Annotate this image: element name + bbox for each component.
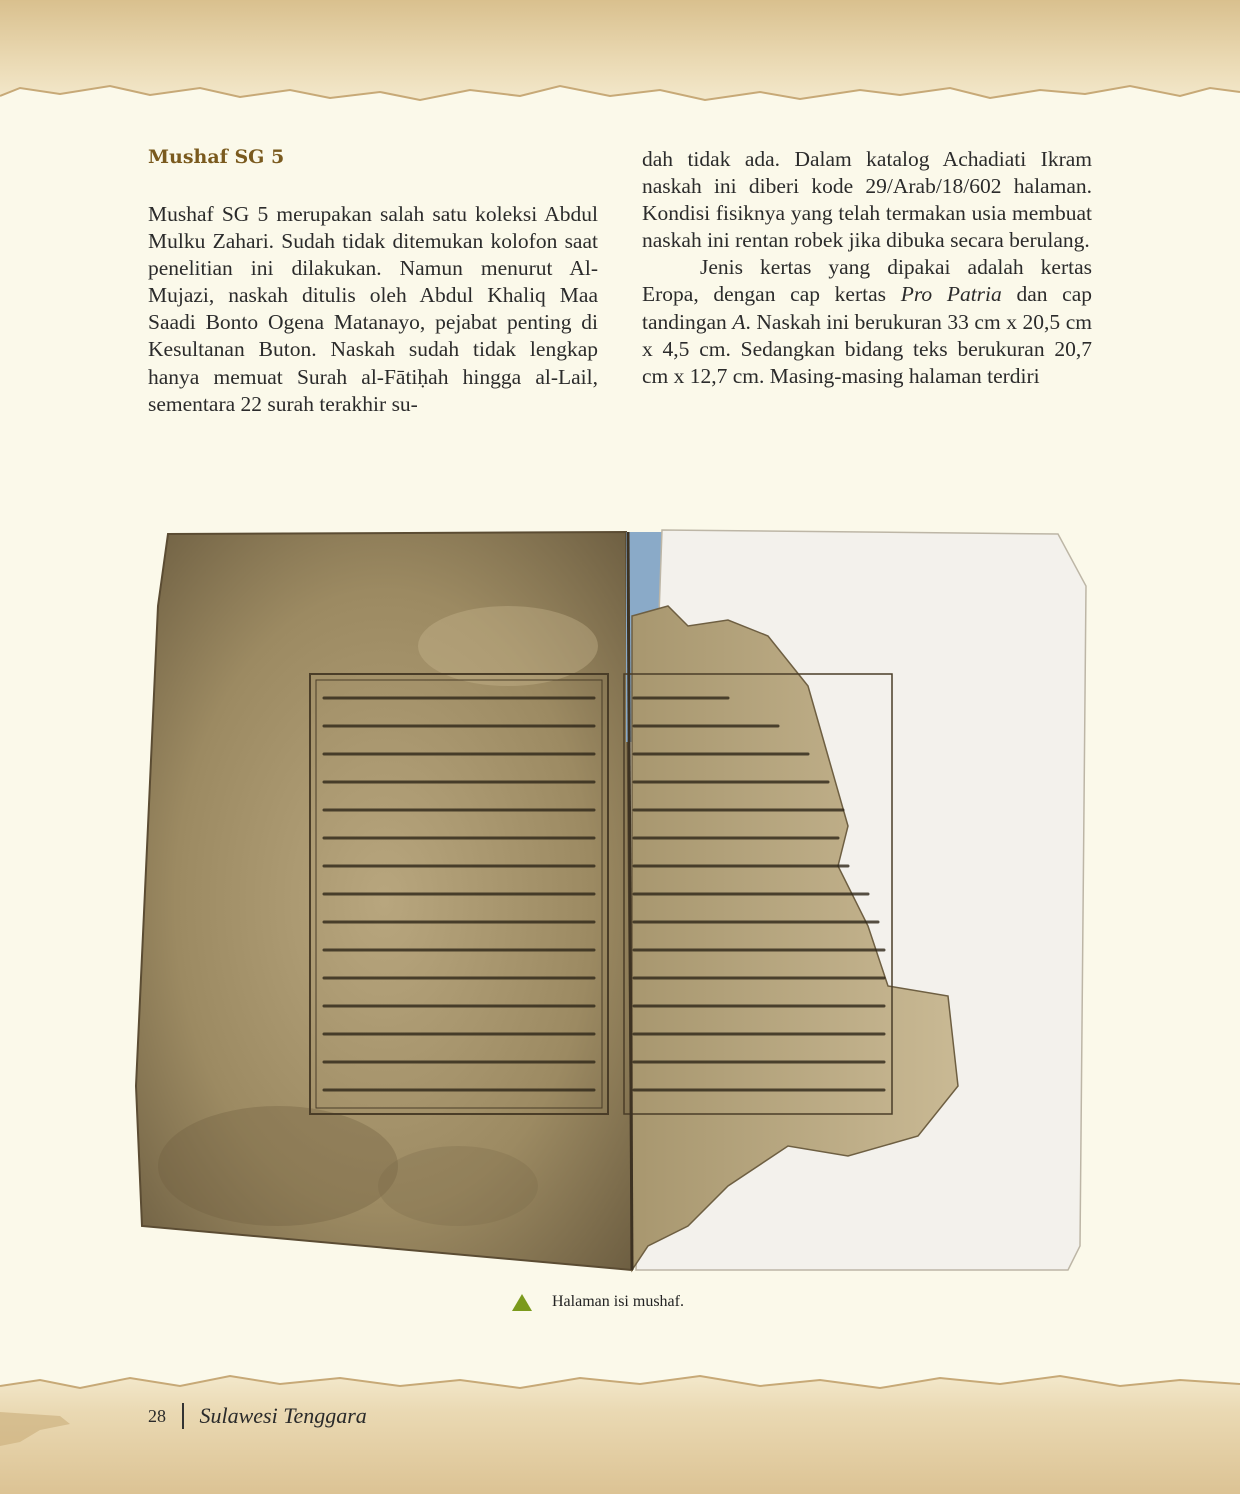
page-number: 28 [148,1405,166,1426]
right-column [642,146,1092,390]
footer-divider [182,1403,184,1429]
triangle-icon [512,1294,532,1311]
italic-term: A [732,309,746,334]
text-run: dan cap tandingan [642,282,1092,334]
torn-paper-header [0,0,1240,112]
paragraph-right-2 [642,254,1092,389]
paragraph-left: Mushaf SG 5 merupakan salah satu koleksi Abdul Mulku Zahari. Sudah tidak ditemukan kolofon saat penelitian ini dilakukan. Namun menurut Al-Mujazi, naskah ditulis oleh Abdul Khaliq Maa Saadi Bonto Ogena Matanayo, pejabat penting di Kesultanan Buton. Naskah sudah tidak lengkap hanya memuat Surah al-Fātiḥah hingga al-Lail, sementara 22 surah terakhir su- [148,202,598,416]
caption-text: Halaman isi mushaf. [552,1293,684,1310]
italic-term: Pro Patria [900,282,1002,307]
left-column [148,201,598,418]
book-title: Sulawesi Tenggara [199,1403,367,1428]
figure-caption [512,1293,684,1311]
text-run: Jenis kertas yang dipakai adalah kertas Eropa, dengan cap kertas [642,255,1092,307]
text-run: . Naskah ini berukuran 33 cm x 20,5 cm x 4,5 cm. Sedangkan bidang teks berukuran 20,7 cm x 12,7 cm. Masing-masing halaman terdiri [642,309,1092,388]
paragraph-right-1: dah tidak ada. Dalam katalog Achadiati Ikram naskah ini diberi kode 29/Arab/18/602 halaman. Kondisi fisiknya yang telah termakan usia membuat naskah ini rentan robek jika dibuka secara berulang. [642,147,1092,253]
manuscript-photo [128,526,1090,1278]
page-footer [148,1403,367,1429]
section-heading: Mushaf SG 5 [148,146,285,168]
torn-paper-footer [0,1372,1240,1494]
